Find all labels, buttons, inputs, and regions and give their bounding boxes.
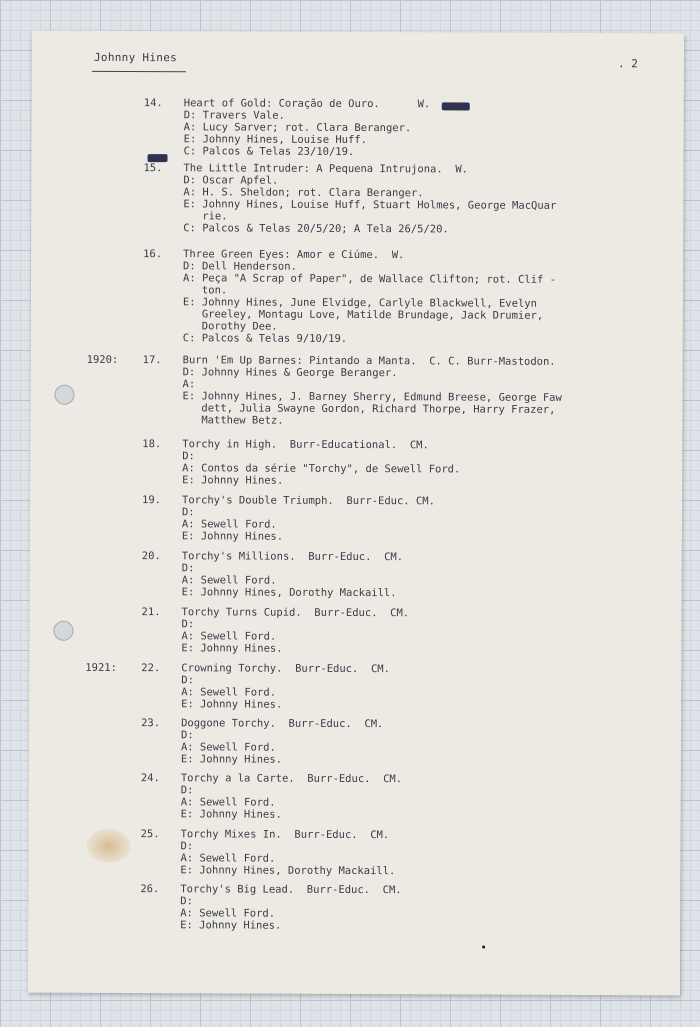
ink-blot — [148, 154, 168, 162]
film-entry — [29, 717, 669, 766]
entry-body — [183, 162, 653, 236]
entry-number: 17. — [142, 354, 162, 367]
entry-detail-line: D: Johnny Hines & George Beranger. — [182, 366, 398, 380]
entry-detail-line: D: — [181, 729, 194, 742]
entry-detail-line: A: — [182, 378, 196, 391]
entry-title-line: Burn 'Em Up Barnes: Pintando a Manta. C. C. Burr-Mastodon. — [182, 354, 556, 368]
entry-body — [182, 494, 652, 544]
entry-detail-line: dett, Julia Swayne Gordon, Richard Thorpe, Harry Frazer, — [182, 402, 556, 416]
entry-number: 19. — [142, 494, 162, 507]
header-title: Johnny Hines — [93, 50, 178, 65]
entry-detail-line: C: Palcos & Telas 9/10/19. — [182, 332, 348, 345]
entry-detail-line: D: Oscar Apfel. — [183, 174, 279, 187]
ink-dot — [482, 946, 485, 949]
entry-body — [181, 772, 651, 822]
entry-title-line: Torchy Turns Cupid. Burr-Educ. CM. — [181, 606, 410, 620]
entry-number: 22. — [141, 662, 161, 675]
entry-number: 14. — [143, 97, 163, 110]
entry-title-line: The Little Intruder: A Pequena Intrujona. W. — [183, 162, 469, 176]
entry-year: 1921: — [85, 661, 117, 674]
entry-detail-line: A: Sewell Ford. — [181, 686, 277, 699]
punch-hole — [53, 621, 73, 641]
entry-detail-line: A: H. S. Sheldon; rot. Clara Beranger. — [183, 186, 424, 200]
entry-detail-line: A: Sewell Ford. — [180, 796, 276, 809]
entry-body — [181, 606, 651, 656]
entry-detail-line: A: Sewell Ford. — [181, 574, 277, 587]
entry-detail-line: A: Peça "A Scrap of Paper", de Wallace Clifton; rot. Clif - — [182, 272, 557, 286]
entry-detail-line: A: Lucy Sarver; rot. Clara Beranger. — [183, 121, 412, 135]
entry-detail-line: E: Johnny Hines, Dorothy Mackaill. — [181, 586, 397, 600]
entry-title-line: Torchy's Double Triumph. Burr-Educ. CM. — [182, 494, 435, 508]
filmography-list — [32, 31, 684, 932]
entry-number: 25. — [140, 828, 160, 841]
entry-detail-line: E: Johnny Hines. — [181, 698, 283, 711]
film-entry — [30, 550, 670, 600]
entry-title-line: Heart of Gold: Coração de Ouro. W. — [183, 97, 431, 111]
entry-detail-line: D: Travers Vale. — [183, 109, 285, 122]
entry-detail-line: D: — [180, 784, 194, 797]
entry-detail-line: C: Palcos & Telas 20/5/20; A Tela 26/5/20. — [183, 222, 449, 236]
entry-detail-line: E: Johnny Hines. — [180, 753, 283, 766]
entry-number: 24. — [140, 772, 160, 785]
entry-detail-line: A: Sewell Ford. — [180, 741, 276, 754]
film-entry — [29, 772, 669, 821]
entry-detail-line: D: — [181, 674, 194, 687]
film-entry — [28, 883, 668, 932]
entry-title-line: Torchy in High. Burr-Educational. CM. — [182, 438, 429, 452]
entry-detail-line: D: — [180, 840, 194, 853]
entry-title-line: Crowning Torchy. Burr-Educ. CM. — [181, 662, 390, 676]
entry-detail-line: A: Contos da série "Torchy", de Sewell Ford. — [182, 462, 461, 476]
entry-number: 26. — [140, 883, 160, 896]
film-entry — [29, 828, 669, 878]
entry-detail-line: D: Dell Henderson. — [183, 260, 297, 273]
entry-detail-line: ton. — [182, 284, 228, 297]
stain-mark — [86, 829, 130, 863]
entry-detail-line: E: Johnny Hines. — [180, 919, 282, 932]
film-entry — [30, 494, 670, 543]
entry-body — [182, 438, 652, 488]
entry-detail-line: D: — [181, 506, 195, 519]
film-entry — [32, 162, 672, 236]
entry-detail-line: E: Johnny Hines, J. Barney Sherry, Edmund Breese, George Faw — [182, 390, 562, 404]
entry-number: 21. — [141, 606, 161, 619]
entry-year: 1920: — [86, 353, 119, 366]
entry-detail-line: Dorothy Dee. — [182, 320, 278, 333]
entry-title-line: Doggone Torchy. Burr-Educ. CM. — [181, 717, 384, 731]
entry-detail-line: E: Johnny Hines, Louise Huff, Stuart Holmes, George MacQuar — [183, 198, 557, 212]
entry-detail-line: D: — [180, 895, 193, 908]
entry-detail-line: A: Sewell Ford. — [181, 518, 277, 531]
entry-body — [182, 550, 652, 600]
entry-title-line: Torchy's Millions. Burr-Educ. CM. — [181, 550, 404, 564]
header-underline — [92, 71, 186, 72]
entry-detail-line: A: Sewell Ford. — [181, 630, 277, 643]
entry-title-line: Three Green Eyes: Amor e Ciúme. W. — [183, 248, 405, 262]
entry-detail-line: rie. — [183, 210, 228, 223]
entry-number: 16. — [143, 248, 163, 261]
entry-detail-line: E: Johnny Hines. — [181, 530, 284, 543]
entry-detail-line: D: — [181, 618, 195, 631]
entry-body — [184, 97, 654, 159]
entry-body — [183, 248, 653, 346]
entry-number: 23. — [141, 717, 161, 730]
entry-detail-line: E: Johnny Hines. — [181, 642, 283, 655]
entry-detail-line: D: — [181, 562, 195, 575]
entry-title-line: Torchy's Big Lead. Burr-Educ. CM. — [180, 883, 402, 897]
page-number: . 2 — [617, 57, 638, 71]
document-page — [28, 31, 684, 996]
entry-body — [181, 717, 651, 767]
entry-number: 20. — [141, 550, 161, 563]
entry-detail-line: E: Johnny Hines, Dorothy Mackaill. — [180, 864, 396, 878]
film-entry — [30, 438, 670, 487]
entry-detail-line: Greeley, Montagu Love, Matilde Brundage, Jack Drumier, — [182, 308, 544, 322]
entry-title-line: Torchy a la Carte. Burr-Educ. CM. — [180, 772, 403, 786]
entry-detail-line: E: Johnny Hines. — [180, 808, 282, 821]
entry-body — [182, 354, 652, 428]
entry-number: 15. — [143, 162, 163, 175]
entry-body — [181, 662, 651, 712]
entry-detail-line: E: Johnny Hines, June Elvidge, Carlyle Blackwell, Evelyn — [182, 296, 537, 310]
entry-detail-line: Matthew Betz. — [182, 414, 284, 427]
film-entry — [30, 606, 670, 655]
entry-detail-line: D: — [182, 450, 195, 463]
film-entry — [31, 248, 671, 345]
film-entry — [32, 97, 672, 158]
entry-detail-line: A: Sewell Ford. — [180, 907, 276, 920]
entry-body — [180, 883, 650, 933]
punch-hole — [54, 385, 74, 405]
entry-number: 18. — [142, 438, 162, 451]
entry-title-line: Torchy Mixes In. Burr-Educ. CM. — [180, 828, 390, 842]
film-entry — [29, 661, 669, 711]
entry-detail-line: E: Johnny Hines, Louise Huff. — [183, 133, 367, 147]
entry-detail-line: C: Palcos & Telas 23/10/19. — [183, 145, 355, 158]
film-entry — [31, 353, 671, 427]
entry-detail-line: E: Johnny Hines. — [182, 474, 284, 487]
entry-detail-line: A: Sewell Ford. — [180, 852, 276, 865]
entry-body — [180, 828, 650, 878]
